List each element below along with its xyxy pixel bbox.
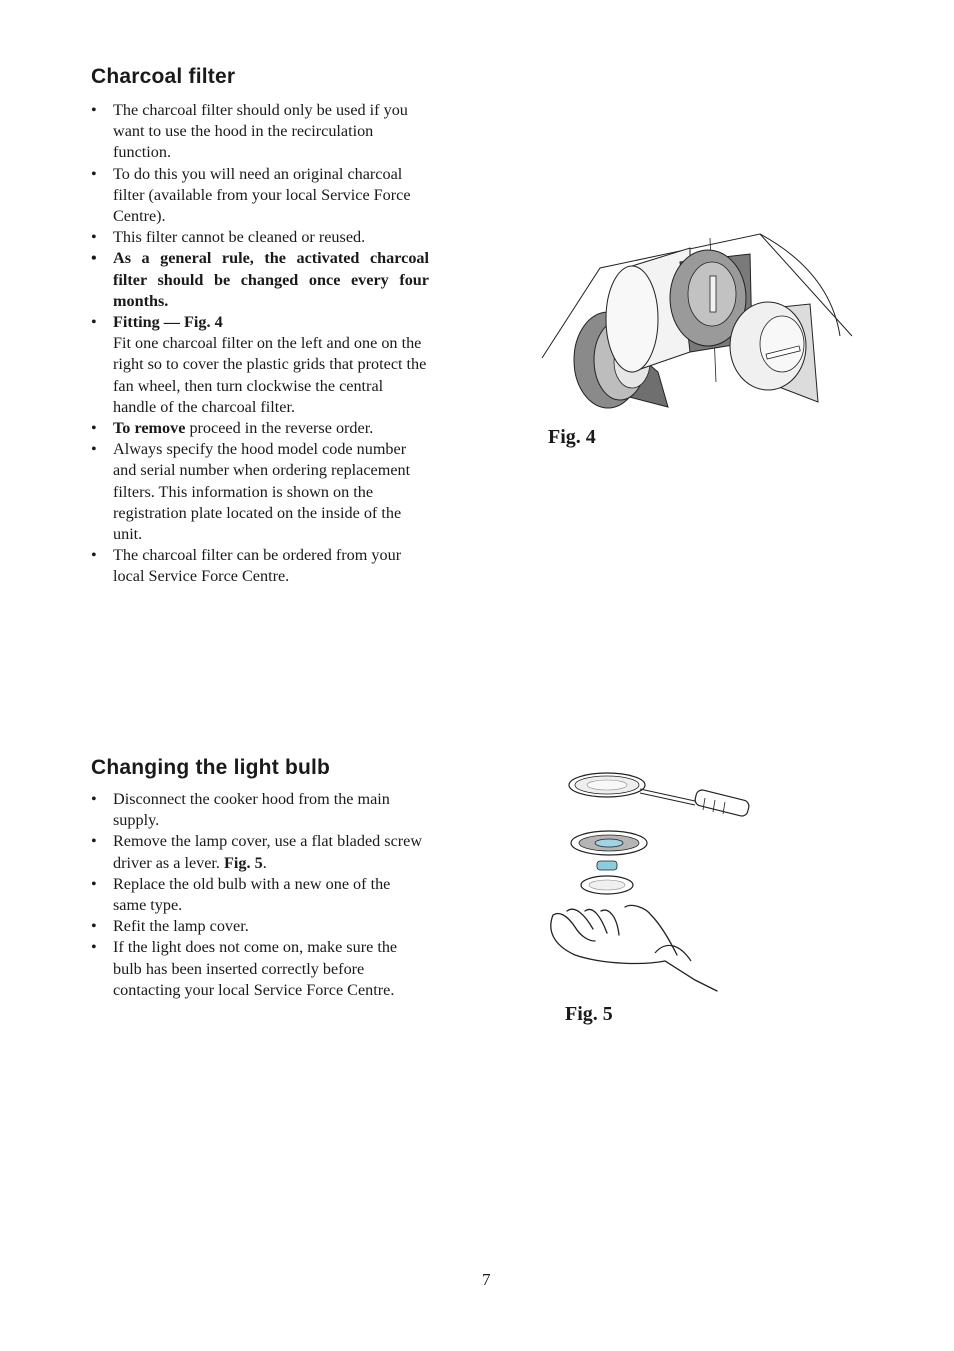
list-item: • Remove the lamp cover, use a flat bladed screw driver as a lever. Fig. 5. — [91, 831, 461, 873]
section-title-charcoal-filter: Charcoal filter — [91, 65, 236, 88]
fig4-caption: Fig. 4 — [548, 426, 596, 448]
list-item: • Refit the lamp cover. — [91, 916, 461, 937]
charcoal-filter-illustration — [540, 232, 860, 412]
fig5-caption: Fig. 5 — [565, 1003, 613, 1025]
list-item: • Disconnect the cooker hood from the main supply. — [91, 789, 461, 831]
list-item: • To do this you will need an original charcoal filter (available from your local Service Force Centre). — [91, 164, 461, 228]
light-bulb-illustration — [545, 765, 760, 995]
section-title-light-bulb: Changing the light bulb — [91, 756, 331, 779]
list-item-line: driver as a lever. Fig. 5. — [113, 853, 267, 872]
charcoal-filter-list — [91, 100, 461, 588]
list-item: • The charcoal filter can be ordered from your local Service Force Centre. — [91, 545, 461, 587]
list-item-remove: • To remove proceed in the reverse order. — [91, 418, 461, 439]
list-item: • Always specify the hood model code number and serial number when ordering replacement filters. This information is shown on the registration plate located on the inside of the unit. — [91, 439, 461, 545]
list-item-fitting: • Fitting — Fig. 4 Fit one charcoal filter on the left and one on the right so to cover the plastic grids that protect the fan wheel, then turn clockwise the central handle of the charcoal filter. — [91, 312, 461, 418]
list-item: • The charcoal filter should only be used if you want to use the hood in the recirculation function. — [91, 100, 461, 164]
list-item-replacement-rule: • As a general rule, the activated charcoal filter should be changed once every four months. — [91, 248, 461, 312]
list-item: • Replace the old bulb with a new one of the same type. — [91, 874, 461, 916]
list-item: • If the light does not come on, make sure the bulb has been inserted correctly before contacting your local Service Force Centre. — [91, 937, 461, 1001]
light-bulb-list — [91, 789, 461, 1001]
list-item: • This filter cannot be cleaned or reused. — [91, 227, 461, 248]
page-number: 7 — [482, 1270, 491, 1289]
